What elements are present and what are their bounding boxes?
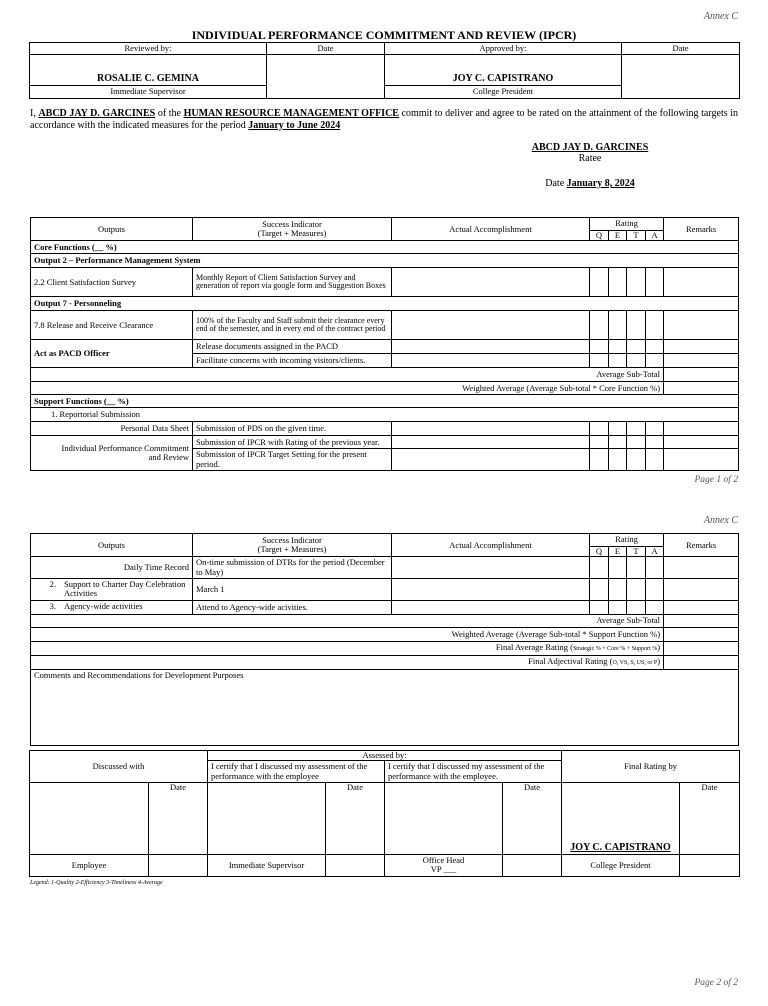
weighted-average: Weighted Average (Average Sub-total * Support Function %) [31, 627, 664, 641]
president-name: JOY C. CAPISTRANO [562, 783, 680, 855]
ipcr-table-page2 [30, 533, 739, 746]
page-number: Page 1 of 2 [694, 475, 738, 485]
th-remarks: Remarks [664, 534, 739, 557]
page-title: INDIVIDUAL PERFORMANCE COMMITMENT AND REVIEW (IPCR) [191, 28, 577, 42]
indicator-cell: Submission of IPCR with Rating of the previous year. [193, 436, 392, 449]
final-adjectival-rating: Final Adjectival Rating (O, VS, S, US, or P) [31, 655, 664, 669]
date-label: Date [503, 783, 562, 855]
output-cell: 2. Support to Charter Day Celebration Activities [31, 579, 193, 601]
th-e: E [609, 231, 627, 241]
approver-role: College President [385, 86, 622, 98]
comments-box: Comments and Recommendations for Development Purposes [31, 669, 739, 745]
indicator-cell: Attend to Agency-wide acivities. [193, 600, 392, 614]
indicator-cell: Submission of IPCR Target Setting for the present period. [193, 449, 392, 471]
indicator-cell: On-time submission of DTRs for the period (December to May) [193, 557, 392, 579]
final-average-rating: Final Average Rating (Strategic % + Core % + Support %) [31, 641, 664, 655]
ratee-label: Ratee [578, 153, 602, 164]
th-a: A [646, 231, 664, 241]
indicator-cell: Submission of PDS on the given time. [193, 422, 392, 436]
th-outputs: Outputs [31, 534, 193, 557]
output-2: Output 2 – Performance Management System [31, 254, 739, 268]
output-cell: Personal Data Sheet [31, 422, 193, 436]
review-header-table [29, 42, 740, 99]
weighted-average: Weighted Average (Average Sub-total * Core Function %) [31, 382, 664, 395]
output-cell: 7.8 Release and Receive Clearance [31, 311, 193, 340]
office-head-label: Office Head VP ___ [385, 855, 503, 877]
discussed-with: Discussed with [30, 751, 208, 783]
date-label: Date [680, 783, 740, 855]
indicator-cell: Monthly Report of Client Satisfaction Survey and generation of report via google form and Suggestion Boxes [193, 268, 392, 297]
approver-name: JOY C. CAPISTRANO [385, 55, 622, 86]
average-subtotal: Average Sub-Total [31, 614, 664, 627]
date-label: Date [149, 783, 208, 855]
th-rating: Rating [590, 534, 664, 547]
output-cell: 3. Agency-wide activities [31, 600, 193, 614]
th-remarks: Remarks [664, 218, 739, 241]
th-success-indicator: Success Indicator (Target + Measures) [193, 218, 392, 241]
output-7: Output 7 - Personneling [31, 297, 739, 311]
final-rating-by: Final Rating by [562, 751, 740, 783]
signature-table [29, 750, 740, 877]
date-label: Date [267, 43, 385, 55]
employee-label: Employee [30, 855, 149, 877]
supervisor-label: Immediate Supervisor [208, 855, 326, 877]
assessed-by: Assessed by: [208, 751, 562, 761]
approved-by-label: Approved by: [385, 43, 622, 55]
th-outputs: Outputs [31, 218, 193, 241]
th-q: Q [590, 231, 609, 241]
president-label: College President [562, 855, 680, 877]
output-cell: Individual Performance Commitment and Review [31, 436, 193, 471]
commitment-statement: I, ABCD JAY D. GARCINES of the HUMAN RESOURCE MANAGEMENT OFFICE commit to deliver and agree to be rated on the attainment of the following targets in accordance with the indicated measures for the period January to June 2024 [30, 108, 738, 131]
employee-name: ABCD JAY D. GARCINES [38, 108, 156, 119]
office-name: HUMAN RESOURCE MANAGEMENT OFFICE [183, 108, 399, 119]
th-a: A [646, 547, 664, 557]
period: January to June 2024 [248, 119, 341, 131]
reviewer-role: Immediate Supervisor [30, 86, 267, 98]
date-label: Date [622, 43, 740, 55]
output-cell: Daily Time Record [31, 557, 193, 579]
indicator-cell: March 1 [193, 579, 392, 601]
indicator-cell: Release documents assigned in the PACD [193, 340, 392, 354]
th-q: Q [590, 547, 609, 557]
ratee-block [510, 142, 670, 189]
indicator-cell: Facilitate concerns with incoming visitors/clients. [193, 354, 392, 368]
th-actual: Actual Accomplishment [392, 218, 590, 241]
support-functions: Support Functions (__ %) [31, 395, 739, 408]
th-success-indicator: Success Indicator (Target + Measures) [193, 534, 392, 557]
th-rating: Rating [590, 218, 664, 231]
th-t: T [627, 547, 646, 557]
indicator-cell: 100% of the Faculty and Staff submit their clearance every end of the semester, and in every end of the contract period [193, 311, 392, 340]
reviewer-name: ROSALIE C. GEMINA [30, 55, 267, 86]
date-label: Date [326, 783, 385, 855]
th-actual: Actual Accomplishment [392, 534, 590, 557]
output-cell: Act as PACD Officer [31, 340, 193, 368]
annex-label: Annex C [703, 11, 738, 22]
ipcr-table-page1 [30, 217, 739, 471]
output-cell: 2.2 Client Satisfaction Survey [31, 268, 193, 297]
reviewed-by-label: Reviewed by: [30, 43, 267, 55]
annex-label: Annex C [703, 515, 738, 526]
legend: Legend: 1-Quality 2-Efficiency 3-Timeliness 4-Average [30, 880, 163, 886]
ratee-name: ABCD JAY D. GARCINES [531, 142, 649, 153]
core-functions: Core Functions (__ %) [31, 241, 739, 254]
th-e: E [609, 547, 627, 557]
page-number: Page 2 of 2 [694, 978, 738, 988]
certification-supervisor: I certify that I discussed my assessment of the performance with the employee [208, 761, 385, 783]
reportorial-submission: 1. Reportorial Submission [31, 408, 739, 422]
average-subtotal: Average Sub-Total [31, 368, 664, 382]
th-t: T [627, 231, 646, 241]
ratee-date: Date January 8, 2024 [545, 178, 635, 189]
certification-office-head: I certify that I discussed my assessment of the performance with the employee. [385, 761, 562, 783]
